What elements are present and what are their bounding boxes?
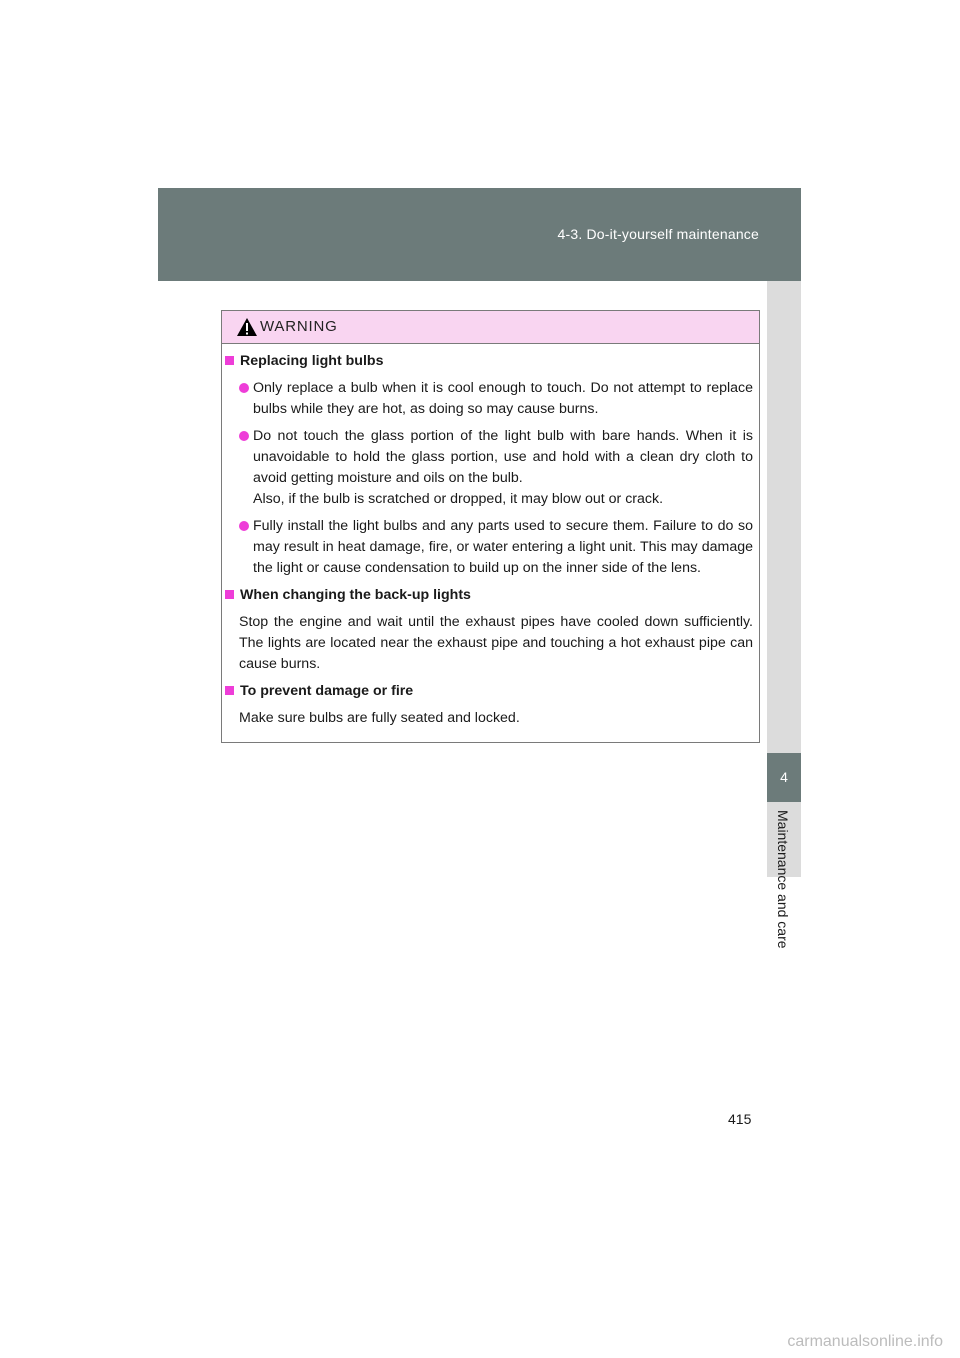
watermark: carmanualsonline.info <box>787 1333 943 1350</box>
bullet-item <box>222 426 759 510</box>
warning-triangle-icon <box>236 317 258 337</box>
square-bullet-icon <box>225 590 234 599</box>
bullet-text: Do not touch the glass portion of the light bulb with bare hands. When it is unavoidable to hold the glass portion, use and hold with a clean dry cloth to avoid getting moisture and oils on the bulb. <box>253 428 753 486</box>
chapter-number-box <box>767 753 801 802</box>
section-paragraph: Make sure bulbs are fully seated and locked. <box>239 710 520 726</box>
section-heading-text: Replacing light bulbs <box>240 353 384 369</box>
section-heading <box>222 351 759 372</box>
warning-box <box>221 310 760 743</box>
square-bullet-icon <box>225 686 234 695</box>
chapter-label: Maintenance and care <box>775 810 791 949</box>
warning-header <box>222 311 759 344</box>
warning-body <box>222 351 759 729</box>
circle-bullet-icon <box>239 521 249 531</box>
bullet-text-extra: Also, if the bulb is scratched or dropped, it may blow out or crack. <box>253 491 664 507</box>
section-heading-text: When changing the back-up lights <box>240 587 471 603</box>
bullet-text: Fully install the light bulbs and any parts used to secure them. Failure to do so may result in heat damage, fire, or water entering a light unit. This may damage the light or cause condensation to build up on the inner side of the lens. <box>253 518 753 576</box>
bullet-item <box>222 378 759 420</box>
header-band <box>158 188 801 281</box>
section-heading-text: To prevent damage or fire <box>240 683 414 699</box>
section-title: 4-3. Do-it-yourself maintenance <box>557 226 759 242</box>
section-paragraph: Stop the engine and wait until the exhaust pipes have cooled down sufficiently. The lights are located near the exhaust pipe and touching a hot exhaust pipe can cause burns. <box>239 614 753 672</box>
bullet-item <box>222 516 759 579</box>
section-heading <box>222 681 759 702</box>
chapter-side-tab <box>767 281 801 949</box>
section-heading <box>222 585 759 606</box>
circle-bullet-icon <box>239 383 249 393</box>
bullet-text: Only replace a bulb when it is cool enough to touch. Do not attempt to replace bulbs while they are hot, as doing so may cause burns. <box>253 380 753 417</box>
circle-bullet-icon <box>239 431 249 441</box>
warning-title: WARNING <box>260 318 338 335</box>
square-bullet-icon <box>225 356 234 365</box>
chapter-number: 4 <box>780 769 788 785</box>
page-number: 415 <box>728 1111 752 1127</box>
